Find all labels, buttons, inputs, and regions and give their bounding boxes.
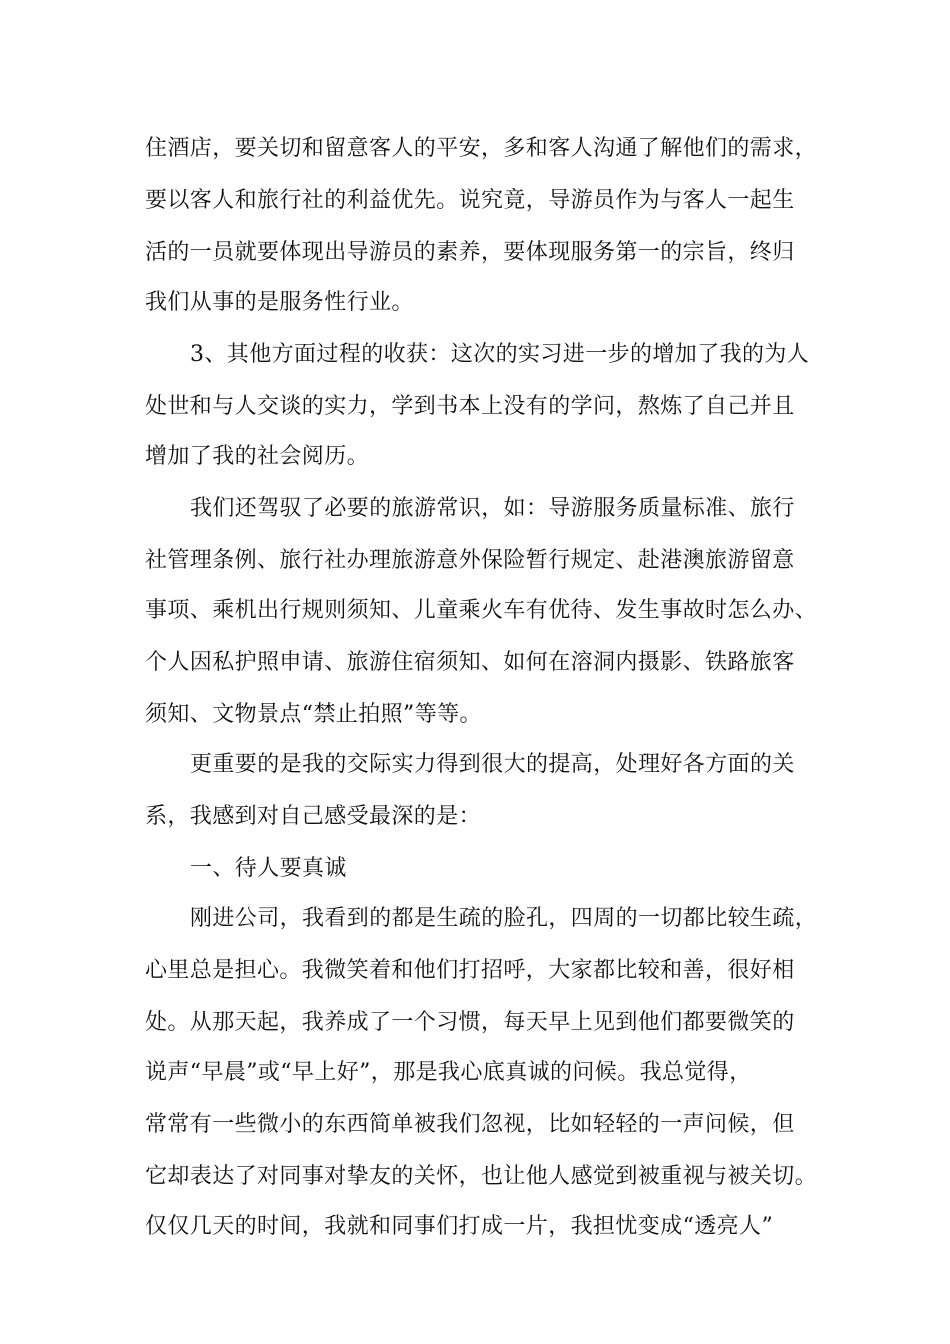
section-heading: 一、待人要真诚 bbox=[190, 856, 347, 881]
text-line: 更重要的是我的交际实力得到很大的提高，处理好各方面的关 bbox=[190, 752, 795, 777]
text-line: 个人因私护照申请、旅游住宿须知、如何在溶洞内摄影、铁路旅客 bbox=[145, 650, 795, 675]
text-line: 它却表达了对同事对挚友的关怀，也让他人感觉到被重视与被关切。 bbox=[145, 1164, 818, 1189]
text-line: 说声“早晨”或“早上好”，那是我心底真诚的问候。我总觉得， bbox=[145, 1060, 752, 1085]
text-line: 处。从那天起，我养成了一个习惯，每天早上见到他们都要微笑的 bbox=[145, 1010, 795, 1035]
text-line: 处世和与人交谈的实力，学到书本上没有的学问，熬炼了自己并且 bbox=[145, 394, 795, 419]
text-line: 刚进公司，我看到的都是生疏的脸孔，四周的一切都比较生疏， bbox=[190, 906, 818, 931]
text-line: 3、其他方面过程的收获：这次的实习进一步的增加了我的为人 bbox=[190, 342, 810, 367]
text-line: 事项、乘机出行规则须知、儿童乘火车有优待、发生事故时怎么办、 bbox=[145, 598, 818, 623]
text-line: 常常有一些微小的东西简单被我们忽视，比如轻轻的一声问候，但 bbox=[145, 1112, 795, 1137]
text-line: 仅仅几天的时间，我就和同事们打成一片，我担忧变成“透亮人” bbox=[145, 1214, 774, 1239]
text-line: 增加了我的社会阅历。 bbox=[145, 444, 370, 469]
text-line: 我们还驾驭了必要的旅游常识，如：导游服务质量标准、旅行 bbox=[190, 496, 795, 521]
text-line: 我们从事的是服务性行业。 bbox=[145, 290, 414, 315]
text-line: 要以客人和旅行社的利益优先。说究竟，导游员作为与客人一起生 bbox=[145, 188, 795, 213]
text-line: 须知、文物景点“禁止拍照”等等。 bbox=[145, 702, 482, 727]
text-line: 活的一员就要体现出导游员的素养，要体现服务第一的宗旨，终归 bbox=[145, 240, 795, 265]
text-line: 住酒店，要关切和留意客人的平安，多和客人沟通了解他们的需求， bbox=[145, 136, 818, 161]
text-line: 社管理条例、旅行社办理旅游意外保险暂行规定、赴港澳旅游留意 bbox=[145, 548, 795, 573]
text-line: 系，我感到对自己感受最深的是： bbox=[145, 804, 482, 829]
text-line: 心里总是担心。我微笑着和他们打招呼，大家都比较和善，很好相 bbox=[145, 958, 795, 983]
